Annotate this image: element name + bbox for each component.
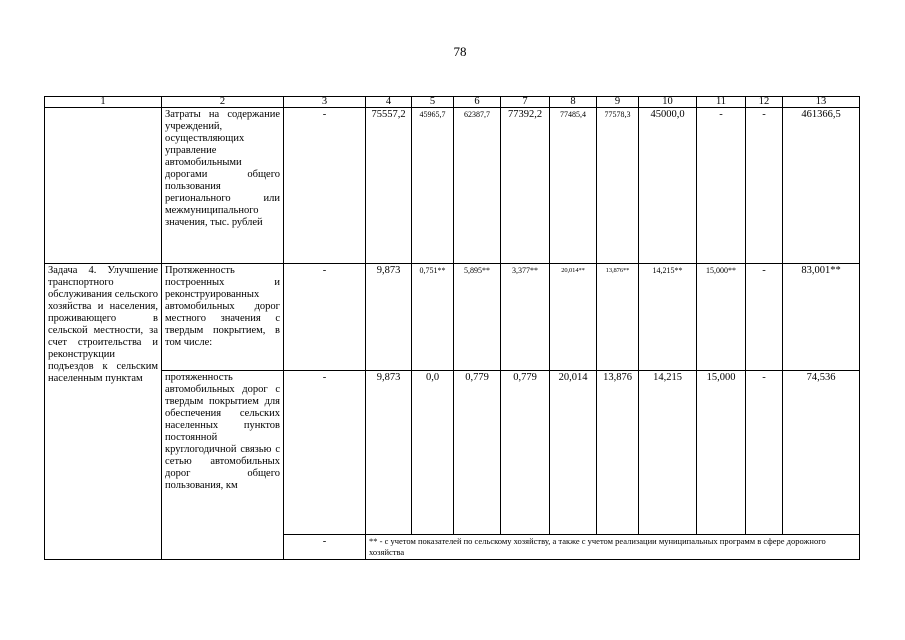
indicators-table bbox=[44, 96, 860, 560]
value-cell: 15,000 bbox=[697, 371, 746, 535]
value-cell: 461366,5 bbox=[783, 108, 860, 264]
value-cell: - bbox=[284, 371, 366, 535]
header-cell: 5 bbox=[412, 97, 454, 108]
value-cell: - bbox=[746, 371, 783, 535]
header-row bbox=[45, 97, 860, 108]
value-cell: 9,873 bbox=[366, 371, 412, 535]
value-cell: - bbox=[284, 535, 366, 560]
table-row-built bbox=[45, 264, 860, 371]
table-row-paved bbox=[45, 371, 860, 535]
value-cell: 14,215** bbox=[639, 264, 697, 371]
task-4-label: Задача 4. Улучшение транспортного обслуживания сельского хозяйства и населения, проживающего в сельской местности, за счет строительства и реконструкции подъездов к сельским населенным пунктам bbox=[45, 264, 162, 560]
row-label-costs: Затраты на содержание учреждений, осуществляющих управление автомобильными дорогами общего пользования регионального или межмуниципального значения, тыс. рублей bbox=[162, 108, 284, 264]
footnote-text: ** - с учетом показателей по сельскому хозяйству, а также с учетом реализации муниципальных программ в сфере дорожного хозяйства bbox=[366, 535, 860, 560]
header-cell: 1 bbox=[45, 97, 162, 108]
value-cell: 0,779 bbox=[454, 371, 501, 535]
empty-cell bbox=[45, 108, 162, 264]
value-cell: 20,014** bbox=[550, 264, 597, 371]
value-cell: 74,536 bbox=[783, 371, 860, 535]
value-cell: - bbox=[284, 264, 366, 371]
value-cell: 15,000** bbox=[697, 264, 746, 371]
value-cell: 13,876 bbox=[597, 371, 639, 535]
value-cell: 14,215 bbox=[639, 371, 697, 535]
header-cell: 10 bbox=[639, 97, 697, 108]
value-cell: - bbox=[746, 264, 783, 371]
value-cell: 5,895** bbox=[454, 264, 501, 371]
value-cell: 9,873 bbox=[366, 264, 412, 371]
value-cell: 0,751** bbox=[412, 264, 454, 371]
value-cell: 77578,3 bbox=[597, 108, 639, 264]
value-cell: 77392,2 bbox=[501, 108, 550, 264]
value-cell: 20,014 bbox=[550, 371, 597, 535]
value-cell: 45000,0 bbox=[639, 108, 697, 264]
header-cell: 13 bbox=[783, 97, 860, 108]
value-cell: 45965,7 bbox=[412, 108, 454, 264]
value-cell: 83,001** bbox=[783, 264, 860, 371]
header-cell: 4 bbox=[366, 97, 412, 108]
header-cell: 7 bbox=[501, 97, 550, 108]
table-row-costs bbox=[45, 108, 860, 264]
value-cell: 0,779 bbox=[501, 371, 550, 535]
header-cell: 2 bbox=[162, 97, 284, 108]
header-cell: 11 bbox=[697, 97, 746, 108]
header-cell: 8 bbox=[550, 97, 597, 108]
value-cell: 75557,2 bbox=[366, 108, 412, 264]
value-cell: 77485,4 bbox=[550, 108, 597, 264]
value-cell: - bbox=[746, 108, 783, 264]
header-cell: 12 bbox=[746, 97, 783, 108]
value-cell: - bbox=[284, 108, 366, 264]
header-cell: 6 bbox=[454, 97, 501, 108]
value-cell: 3,377** bbox=[501, 264, 550, 371]
header-cell: 9 bbox=[597, 97, 639, 108]
value-cell: 62387,7 bbox=[454, 108, 501, 264]
value-cell: 0,0 bbox=[412, 371, 454, 535]
value-cell: 13,876** bbox=[597, 264, 639, 371]
row-label-paved: протяженность автомобильных дорог с твердым покрытием для обеспечения сельских населенных пунктов постоянной круглогодичной связью с сетью автомобильных дорог общего пользования, км bbox=[162, 371, 284, 560]
value-cell: - bbox=[697, 108, 746, 264]
header-cell: 3 bbox=[284, 97, 366, 108]
row-label-built: Протяженность построенных и реконструированных автомобильных дорог местного значения с твердым покрытием, в том числе: bbox=[162, 264, 284, 371]
page-number: 78 bbox=[453, 44, 467, 59]
